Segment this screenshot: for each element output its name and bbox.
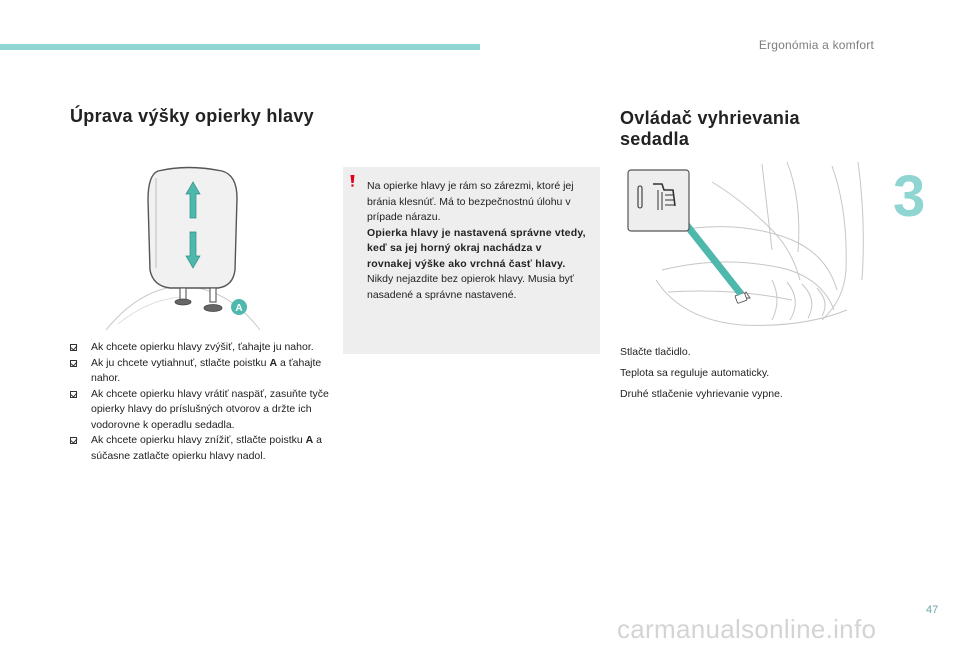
list-item: Ak ju chcete vytiahnuť, stlačte poistku A a ťahajte nahor. — [70, 356, 330, 387]
instruction-off: Druhé stlačenie vyhrievanie vypne. — [620, 388, 783, 400]
warning-box — [343, 167, 600, 354]
section-title-seat-heating: Ovládač vyhrievania sedadla — [620, 108, 800, 149]
chapter-title: Ergonómia a komfort — [758, 38, 874, 52]
seat-heating-illustration — [622, 160, 868, 330]
warning-text-3: Nikdy nejazdite bez opierok hlavy. Musia byť nasadené a správne nastavené. — [367, 273, 574, 301]
page-number: 47 — [926, 604, 939, 616]
list-item: Ak chcete opierku hlavy znížiť, stlačte poistku A a súčasne zatlačte opierku hlavy nadol. — [70, 433, 330, 464]
seat-heating-text — [620, 345, 880, 408]
chapter-number: 3 — [893, 164, 926, 229]
warning-text-1: Na opierke hlavy je rám so zárezmi, ktoré jej bránia klesnúť. Má to bezpečnostnú úlohu v prípade nárazu. — [367, 180, 574, 223]
warning-exclamation-icon — [350, 175, 355, 187]
headrest-illustration — [100, 160, 265, 335]
section-title-headrest: Úprava výšky opierky hlavy — [70, 106, 314, 126]
list-item: Ak chcete opierku hlavy zvýšiť, ťahajte ju nahor. — [70, 340, 330, 356]
warning-text-2: Opierka hlavy je nastavená správne vtedy, keď sa jej horný okraj nachádza v rovnakej výške ako vrchná časť hlavy. — [367, 226, 586, 270]
instruction-auto: Teplota sa reguluje automaticky. — [620, 367, 770, 379]
instruction-press: Stlačte tlačidlo. — [620, 346, 691, 358]
callout-label-a: A — [235, 303, 243, 314]
checkbox-icon — [70, 391, 77, 398]
headrest-steps-list — [70, 340, 330, 464]
checkbox-icon — [70, 437, 77, 444]
top-accent-bar — [0, 44, 480, 50]
list-item: Ak chcete opierku hlavy vrátiť naspäť, zasuňte tyče opierky hlavy do príslušných otvorov a držte ich vodorovne k operadlu sedadla. — [70, 387, 330, 434]
checkbox-icon — [70, 360, 77, 367]
watermark: carmanualsonline.info — [617, 614, 877, 644]
checkbox-icon — [70, 344, 77, 351]
